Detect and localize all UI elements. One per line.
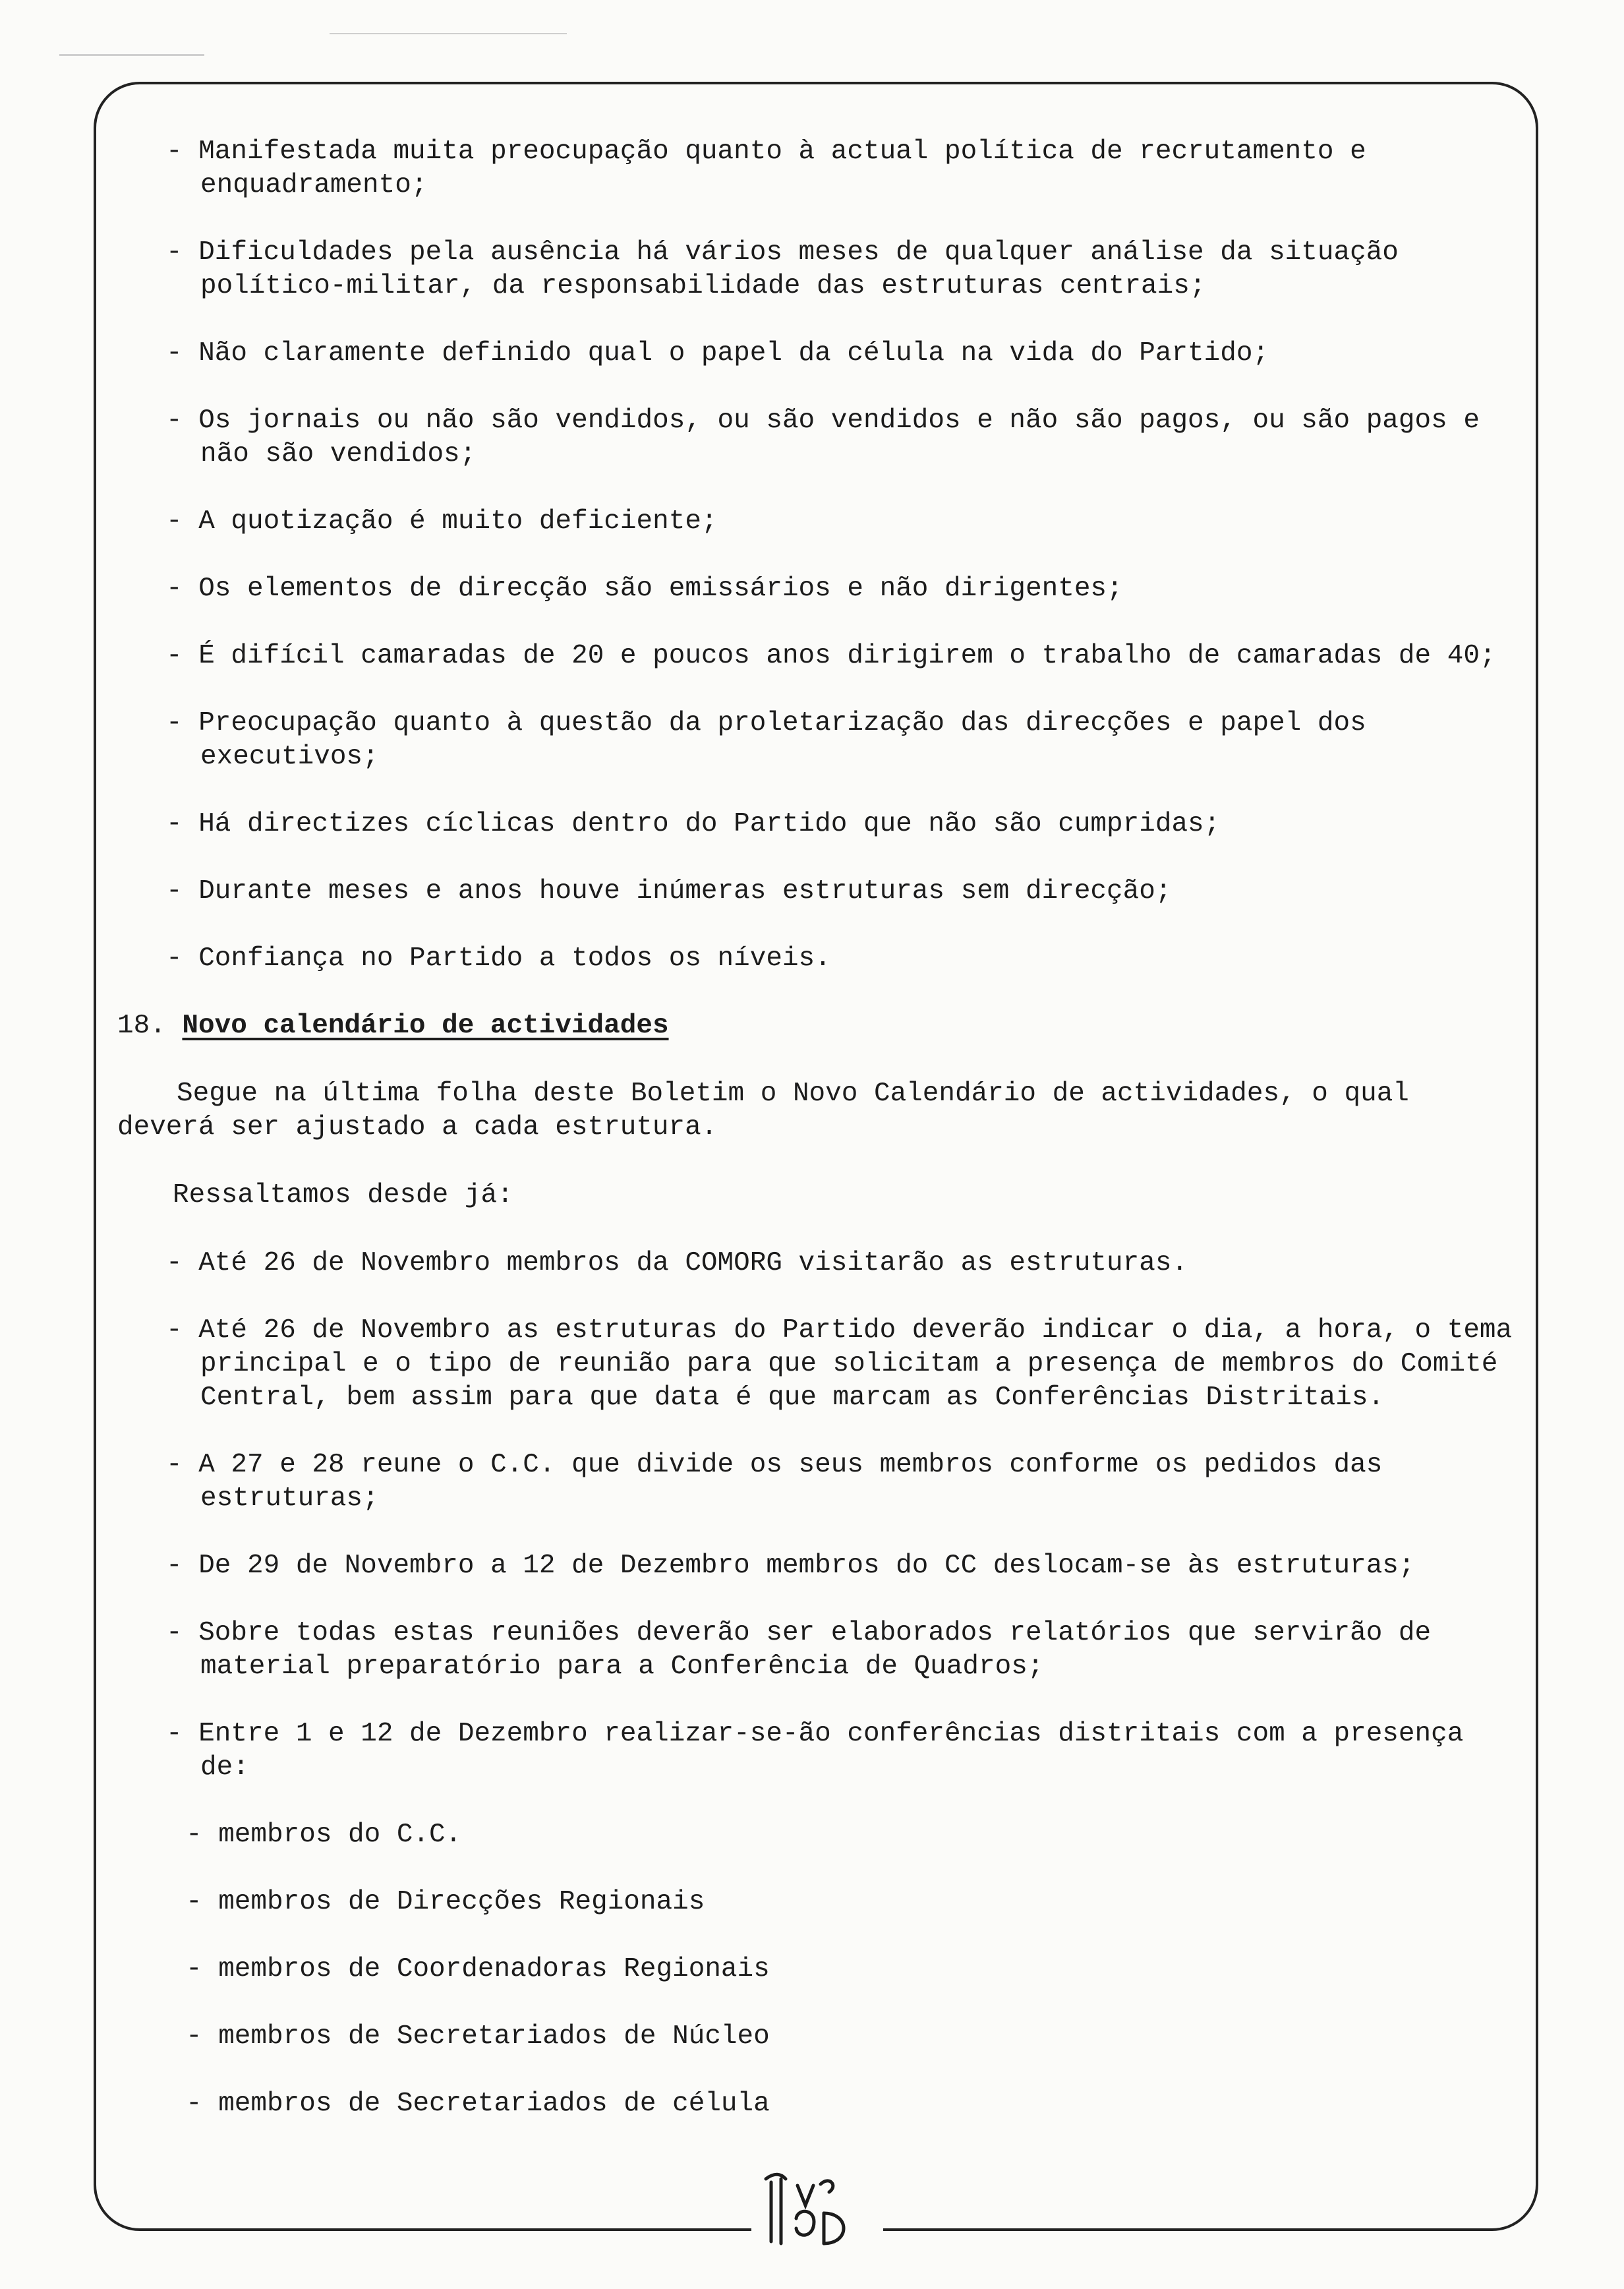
scan-mark xyxy=(59,54,204,56)
list-item: - Confiança no Partido a todos os níveis. xyxy=(166,943,831,974)
list-item: - Dificuldades pela ausência há vários meses de qualquer análise da situação político-militar, da responsabilidade das estruturas centrais; xyxy=(166,237,1399,301)
section-intro: Ressaltamos desde já: xyxy=(173,1180,513,1210)
list-item: - A 27 e 28 reune o C.C. que divide os seus membros conforme os pedidos das estruturas; xyxy=(166,1450,1383,1514)
list-item: - Entre 1 e 12 de Dezembro realizar-se-ão conferências distritais com a presença de: xyxy=(166,1719,1464,1783)
list-item: - A quotização é muito deficiente; xyxy=(166,506,718,537)
section-number: 18. xyxy=(117,1011,166,1041)
bottom-list xyxy=(117,1247,1521,1785)
list-item: - Até 26 de Novembro membros da COMORG visitarão as estruturas. xyxy=(166,1248,1188,1278)
list-item: - De 29 de Novembro a 12 de Dezembro membros do CC deslocam-se às estruturas; xyxy=(166,1551,1415,1581)
list-item: - Até 26 de Novembro as estruturas do Partido deverão indicar o dia, a hora, o tema principal e o tipo de reunião para que solicitam a presença de membros do Comité Central, bem assim para que data é que marcam as Conferências Distritais. xyxy=(166,1315,1513,1413)
list-item: - Durante meses e anos houve inúmeras estruturas sem direcção; xyxy=(166,876,1172,907)
document-body xyxy=(117,135,1521,2155)
list-item: - Os elementos de direcção são emissários e não dirigentes; xyxy=(166,574,1123,604)
list-item: - Os jornais ou não são vendidos, ou são vendidos e não são pagos, ou são pagos e não são vendidos; xyxy=(166,405,1480,469)
sub-list-item: - membros de Coordenadoras Regionais xyxy=(186,1954,770,1984)
handwritten-page-number xyxy=(751,2166,883,2251)
sub-list-item: - membros de Secretariados de célula xyxy=(186,2089,770,2119)
sub-list-item: - membros de Direcções Regionais xyxy=(186,1887,705,1917)
sub-list-item: - membros do C.C. xyxy=(186,1820,462,1850)
list-item: - Não claramente definido qual o papel da célula na vida do Partido; xyxy=(166,338,1269,369)
top-list xyxy=(117,135,1521,976)
section-paragraph: Segue na última folha deste Boletim o Novo Calendário de actividades, o qual deverá ser ajustado a cada estrutura. xyxy=(117,1079,1409,1143)
section-title: Novo calendário de actividades xyxy=(182,1011,669,1041)
list-item: - Preocupação quanto à questão da proletarização das direcções e papel dos executivos; xyxy=(166,708,1366,772)
sub-list-item: - membros de Secretariados de Núcleo xyxy=(186,2021,770,2052)
list-item: - Sobre todas estas reuniões deverão ser elaborados relatórios que servirão de material preparatório para a Conferência de Quadros; xyxy=(166,1618,1432,1682)
list-item: - Manifestada muita preocupação quanto à actual política de recrutamento e enquadramento; xyxy=(166,136,1366,200)
section-heading xyxy=(117,1009,1521,1043)
list-item: - É difícil camaradas de 20 e poucos anos dirigirem o trabalho de camaradas de 40; xyxy=(166,641,1496,671)
list-item: - Há directizes cíclicas dentro do Partido que não são cumpridas; xyxy=(166,809,1221,839)
page-number-stamp-icon xyxy=(751,2166,883,2251)
scan-mark xyxy=(330,33,567,34)
sub-list xyxy=(117,1818,1521,2121)
